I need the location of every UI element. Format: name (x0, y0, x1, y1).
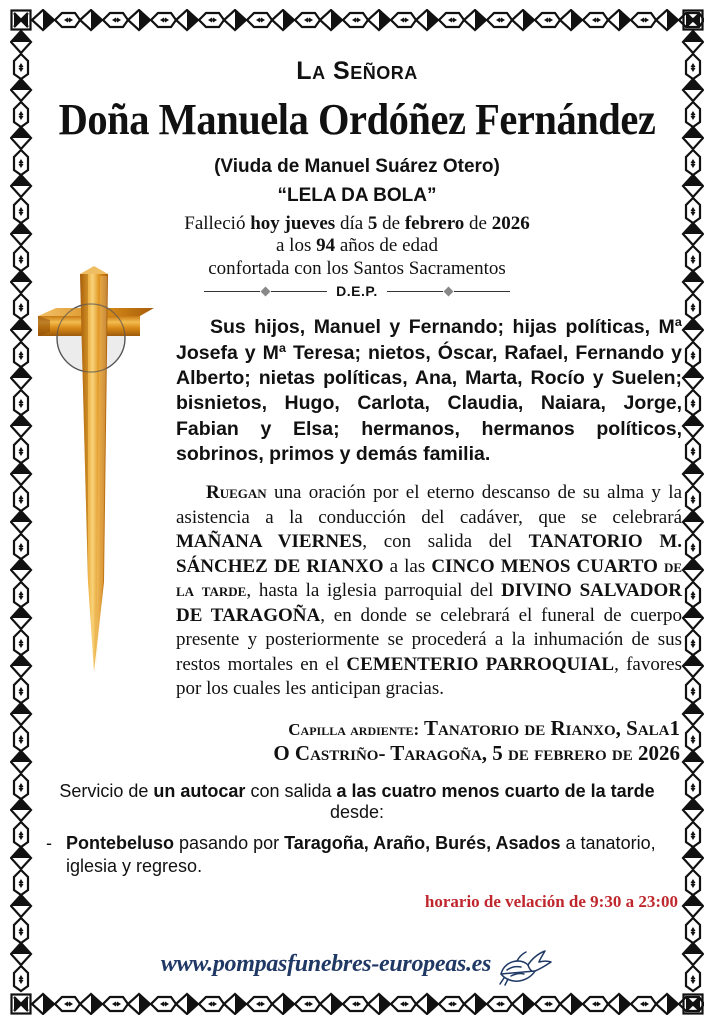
page-title-prefix: La Señora (296, 57, 418, 85)
chapel-address: O Castriño- Taragoña, 5 de febrero de 2026 (273, 741, 680, 766)
sacraments-line: confortada con los Santos Sacramentos (208, 257, 506, 279)
bullet-dash: - (46, 833, 52, 853)
dep-divider (32, 283, 682, 299)
bus-service-heading: Servicio de un autocar con salida a las cuatro menos cuarto de la tarde desde: (59, 781, 655, 822)
death-age-line: a los 94 años de edad (276, 235, 438, 257)
chapel-venue-line (32, 716, 680, 742)
death-details (32, 213, 682, 280)
bus-route-text: Pontebeluso pasando por Taragoña, Araño, Burés, Asados a tanatorio, iglesia y regreso. (66, 833, 656, 877)
widow-of-line: (Viuda de Manuel Suárez Otero) (214, 156, 500, 177)
deceased-name: Doña Manuela Ordóñez Fernández (58, 95, 656, 144)
nickname-line: “LELA DA BOLA” (277, 185, 437, 206)
website-link[interactable]: www.pompasfunebres-europeas.es (160, 950, 492, 977)
chapel-venue: Tanatorio de Rianxo, Sala1 (424, 715, 680, 740)
family-list: Sus hijos, Manuel y Fernando; hijas políticas, Mª Josefa y Mª Teresa; nietos, Óscar, Rafael, Fernando y Alberto; nietas políticas, Ana, Marta, Rocío y Suelen; bisnietos, Hugo, Carlota, Claudia, Naiara, Jorge, Fabian y Elsa; hermanos, hermanos políticos, sobrinos, primos y demás familia. (176, 316, 682, 465)
chapel-info (32, 716, 680, 767)
diamond-ornament-right (443, 286, 453, 296)
divider-rule-right-2 (454, 291, 510, 292)
announcement-body: Ruegan una oración por el eterno descanso de su alma y la asistencia a la conducción del cadáver, que se celebrará MAÑANA VIERNES, con salida del TANATORIO M. SÁNCHEZ DE RIANXO a las CINCO MENOS CUARTO de la tarde, hasta la iglesia parroquial del DIVINO SALVADOR DE TARAGOÑA, en donde se celebrará el funeral de cuerpo presente y posteriormente se procederá a la inhumación de sus restos mortales en el CEMENTERIO PARROQUIAL, favores por los cuales les anticipan gracias. (176, 482, 683, 700)
divider-rule-left-2 (271, 291, 327, 292)
divider-rule-right (387, 291, 443, 292)
footer (0, 940, 714, 988)
bus-route-item (46, 832, 682, 878)
visitation-hours: horario de velación de 9:30 a 23:00 (424, 892, 678, 912)
divider-rule-left (204, 291, 260, 292)
chapel-label: Capilla ardiente: (288, 719, 420, 739)
death-date-line: Falleció hoy jueves día 5 de febrero de 2026 (184, 213, 530, 234)
dove-icon (495, 940, 553, 988)
diamond-ornament-left (261, 286, 271, 296)
dep-label: D.E.P. (336, 283, 378, 300)
